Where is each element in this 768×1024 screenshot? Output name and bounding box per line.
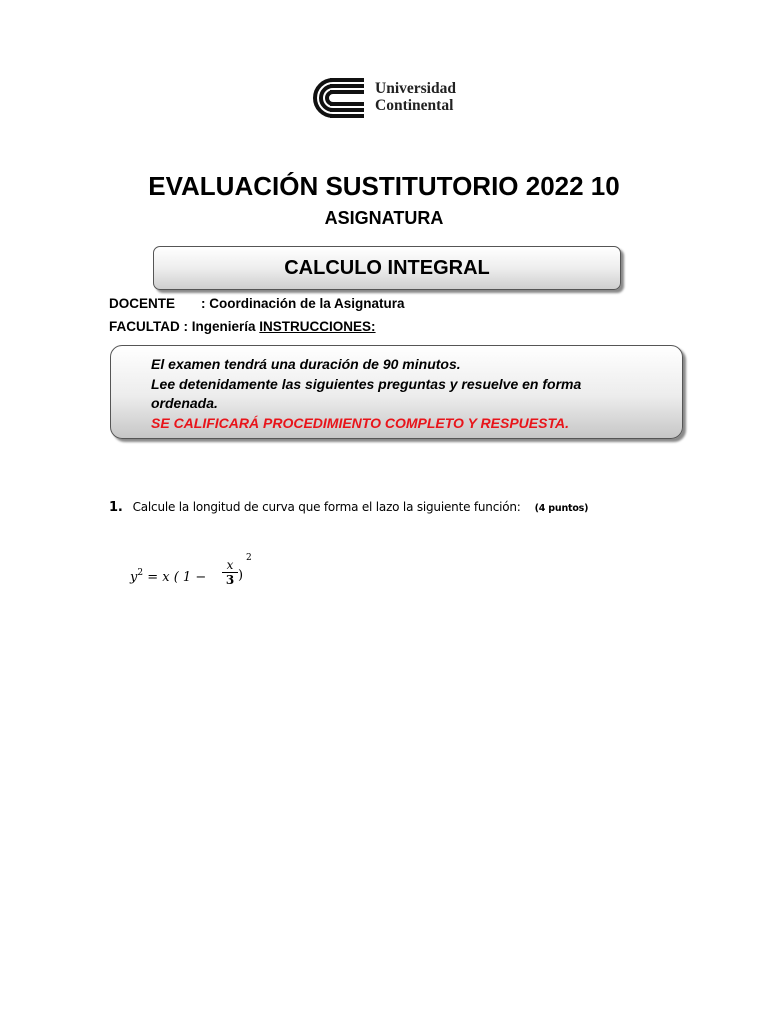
instruction-line-3: ordenada. [151,395,218,411]
exam-subtitle: ASIGNATURA [324,208,444,228]
formula-main [130,568,206,585]
instructions-box [110,345,683,439]
instruction-warning: SE CALIFICARÁ PROCEDIMIENTO COMPLETO Y RESPUESTA. [151,414,569,431]
instructions-text [151,355,581,433]
formula-outer-exp: 2 [246,553,252,563]
instruction-line-1: El examen tendrá una duración de 90 minutos. [151,356,461,372]
exam-title: EVALUACIÓN SUSTITUTORIO 2022 10 [148,171,620,201]
formula-frac-num: x [222,558,238,573]
course-name: CALCULO INTEGRAL [284,257,490,279]
instructions-label: INSTRUCCIONES: [259,319,376,334]
docente-line [109,296,405,311]
formula-lhs-exp: 2 [137,568,144,578]
docente-label: DOCENTE [109,296,176,311]
logo-text [375,80,456,114]
question-text: Calcule la longitud de curva que forma el lazo la siguiente función: [132,500,521,514]
formula-eq: = x ( 1 − [143,570,207,585]
university-logo-icon [300,78,366,118]
formula-close-paren: ) [238,568,244,583]
university-logo [300,76,480,122]
question-points: (4 puntos) [534,503,589,514]
formula-frac-den: 3 [225,573,235,587]
instruction-line-2: Lee detenidamente las siguientes preguntas y resuelve en forma [151,375,582,392]
question-1 [109,500,588,515]
facultad-value: Ingeniería [191,319,256,334]
logo-line-2: Continental [375,97,454,114]
facultad-label: FACULTAD : [109,319,188,334]
docente-value: : Coordinación de la Asignatura [201,296,405,311]
facultad-line [109,319,376,334]
question-number: 1. [109,500,123,515]
formula-fraction [222,558,238,588]
course-name-box [153,246,621,290]
formula-lhs-var: y [130,570,138,585]
formula [130,550,260,600]
logo-line-1: Universidad [375,80,456,97]
